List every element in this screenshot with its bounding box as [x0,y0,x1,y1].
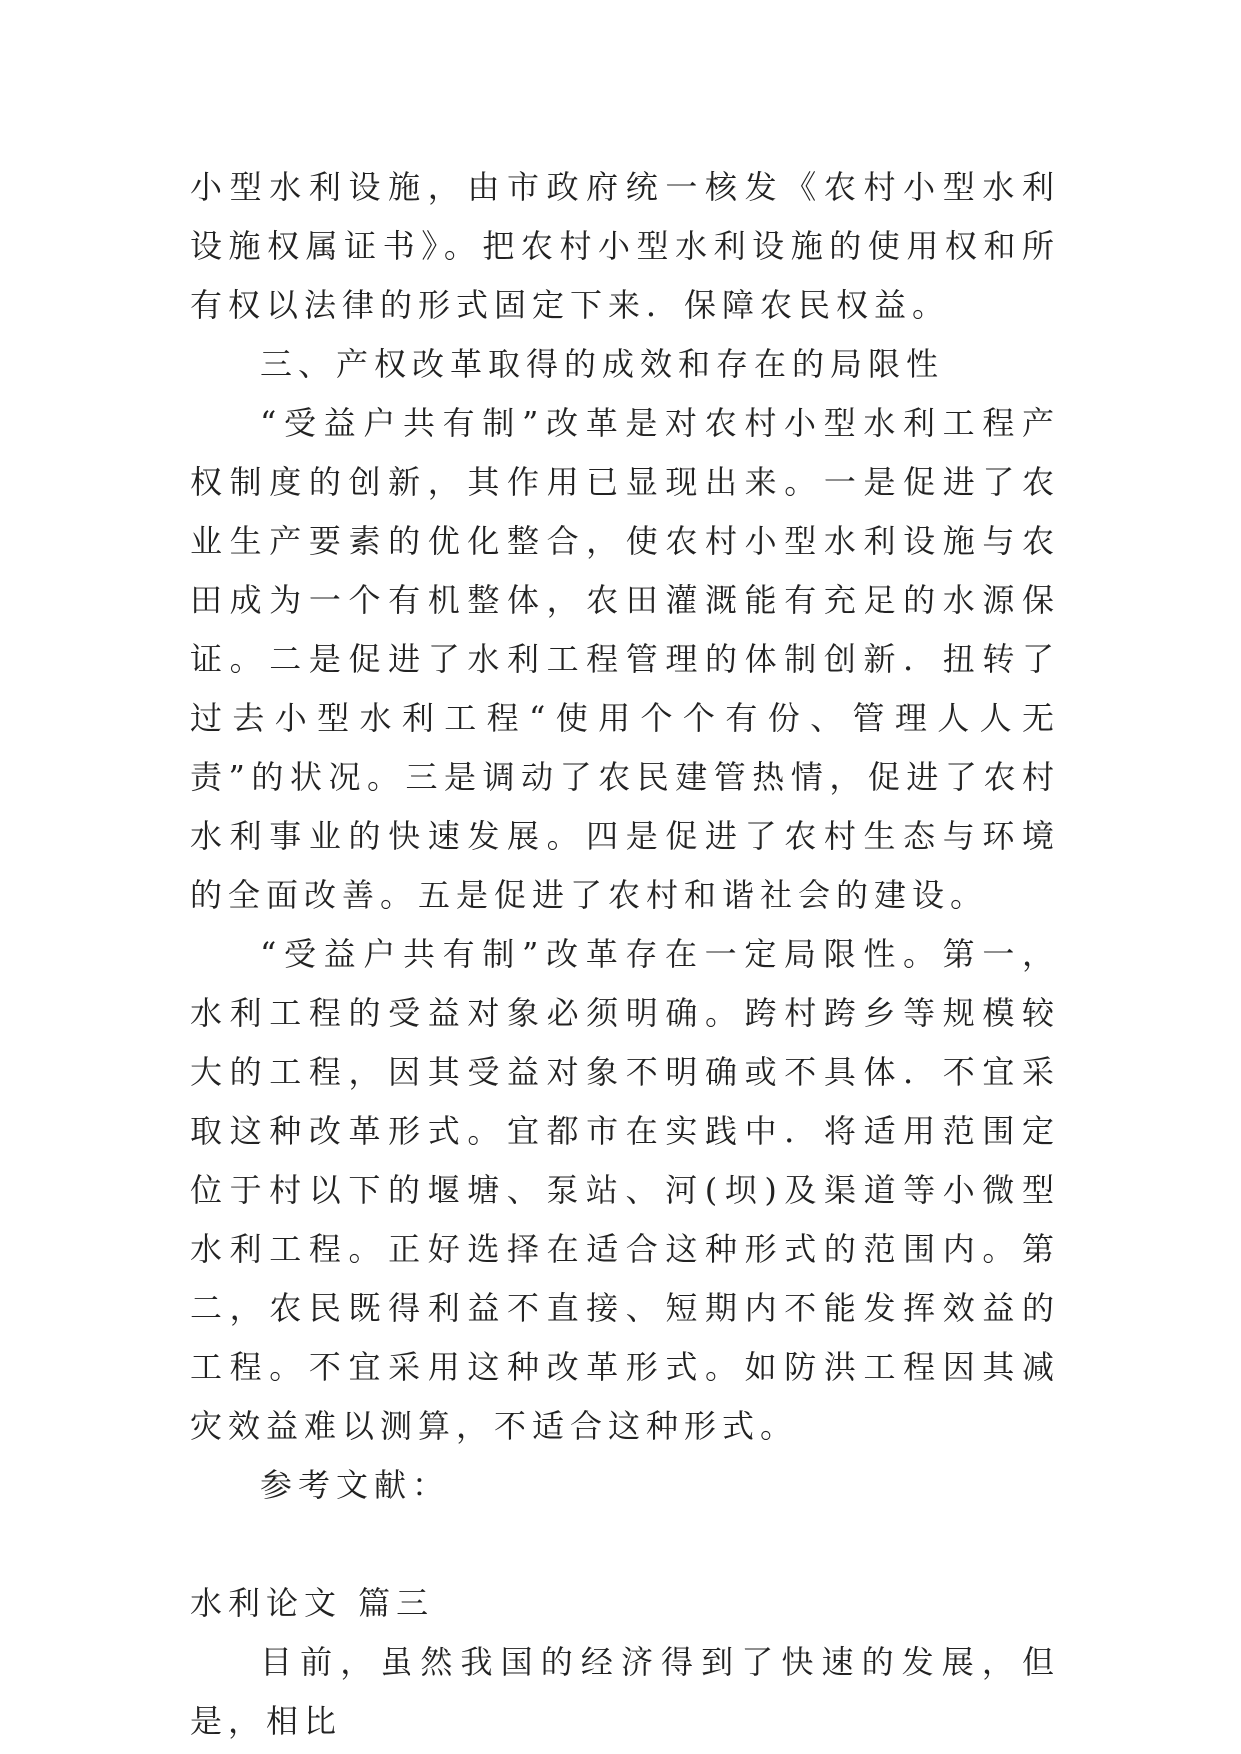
section-heading: 三、产权改革取得的成效和存在的局限性 [260,345,945,383]
paragraph-intro: 目前，虽然我国的经济得到了快速的发展，但是，相比 [190,1643,1060,1740]
blank-line [190,1515,1060,1574]
paragraph-effects: “受益户共有制”改革是对农村小型水利工程产权制度的创新，其作用已显现出来。一是促进了农业生产要素的优化整合，使农村小型水利设施与农田成为一个有机整体，农田灌溉能有充足的水源保证。二是促进了水利工程管理的体制创新．扭转了过去小型水利工程“使用个个有份、管理人人无责”的状况。三是调动了农民建管热情，促进了农村水利事业的快速发展。四是促进了农村生态与环境的全面改善。五是促进了农村和谐社会的建设。 [190,404,1060,914]
references-label: 参考文献： [260,1466,451,1504]
paragraph-continuation: 小型水利设施，由市政府统一核发《农村小型水利设施权属证书》。把农村小型水利设施的使用权和所有权以法律的形式固定下来．保障农民权益。 [190,168,1060,324]
document-body [190,158,1060,1751]
article-section-title: 水利论文 篇三 [190,1584,435,1622]
paragraph-limitations: “受益户共有制”改革存在一定局限性。第一，水利工程的受益对象必须明确。跨村跨乡等规模较大的工程，因其受益对象不明确或不具体．不宜采取这种改革形式。宜都市在实践中．将适用范围定位于村以下的堰塘、泵站、河(坝)及渠道等小微型水利工程。正好选择在适合这种形式的范围内。第二，农民既得利益不直接、短期内不能发挥效益的工程。不宜采用这种改革形式。如防洪工程因其减灾效益难以测算，不适合这种形式。 [190,935,1060,1445]
